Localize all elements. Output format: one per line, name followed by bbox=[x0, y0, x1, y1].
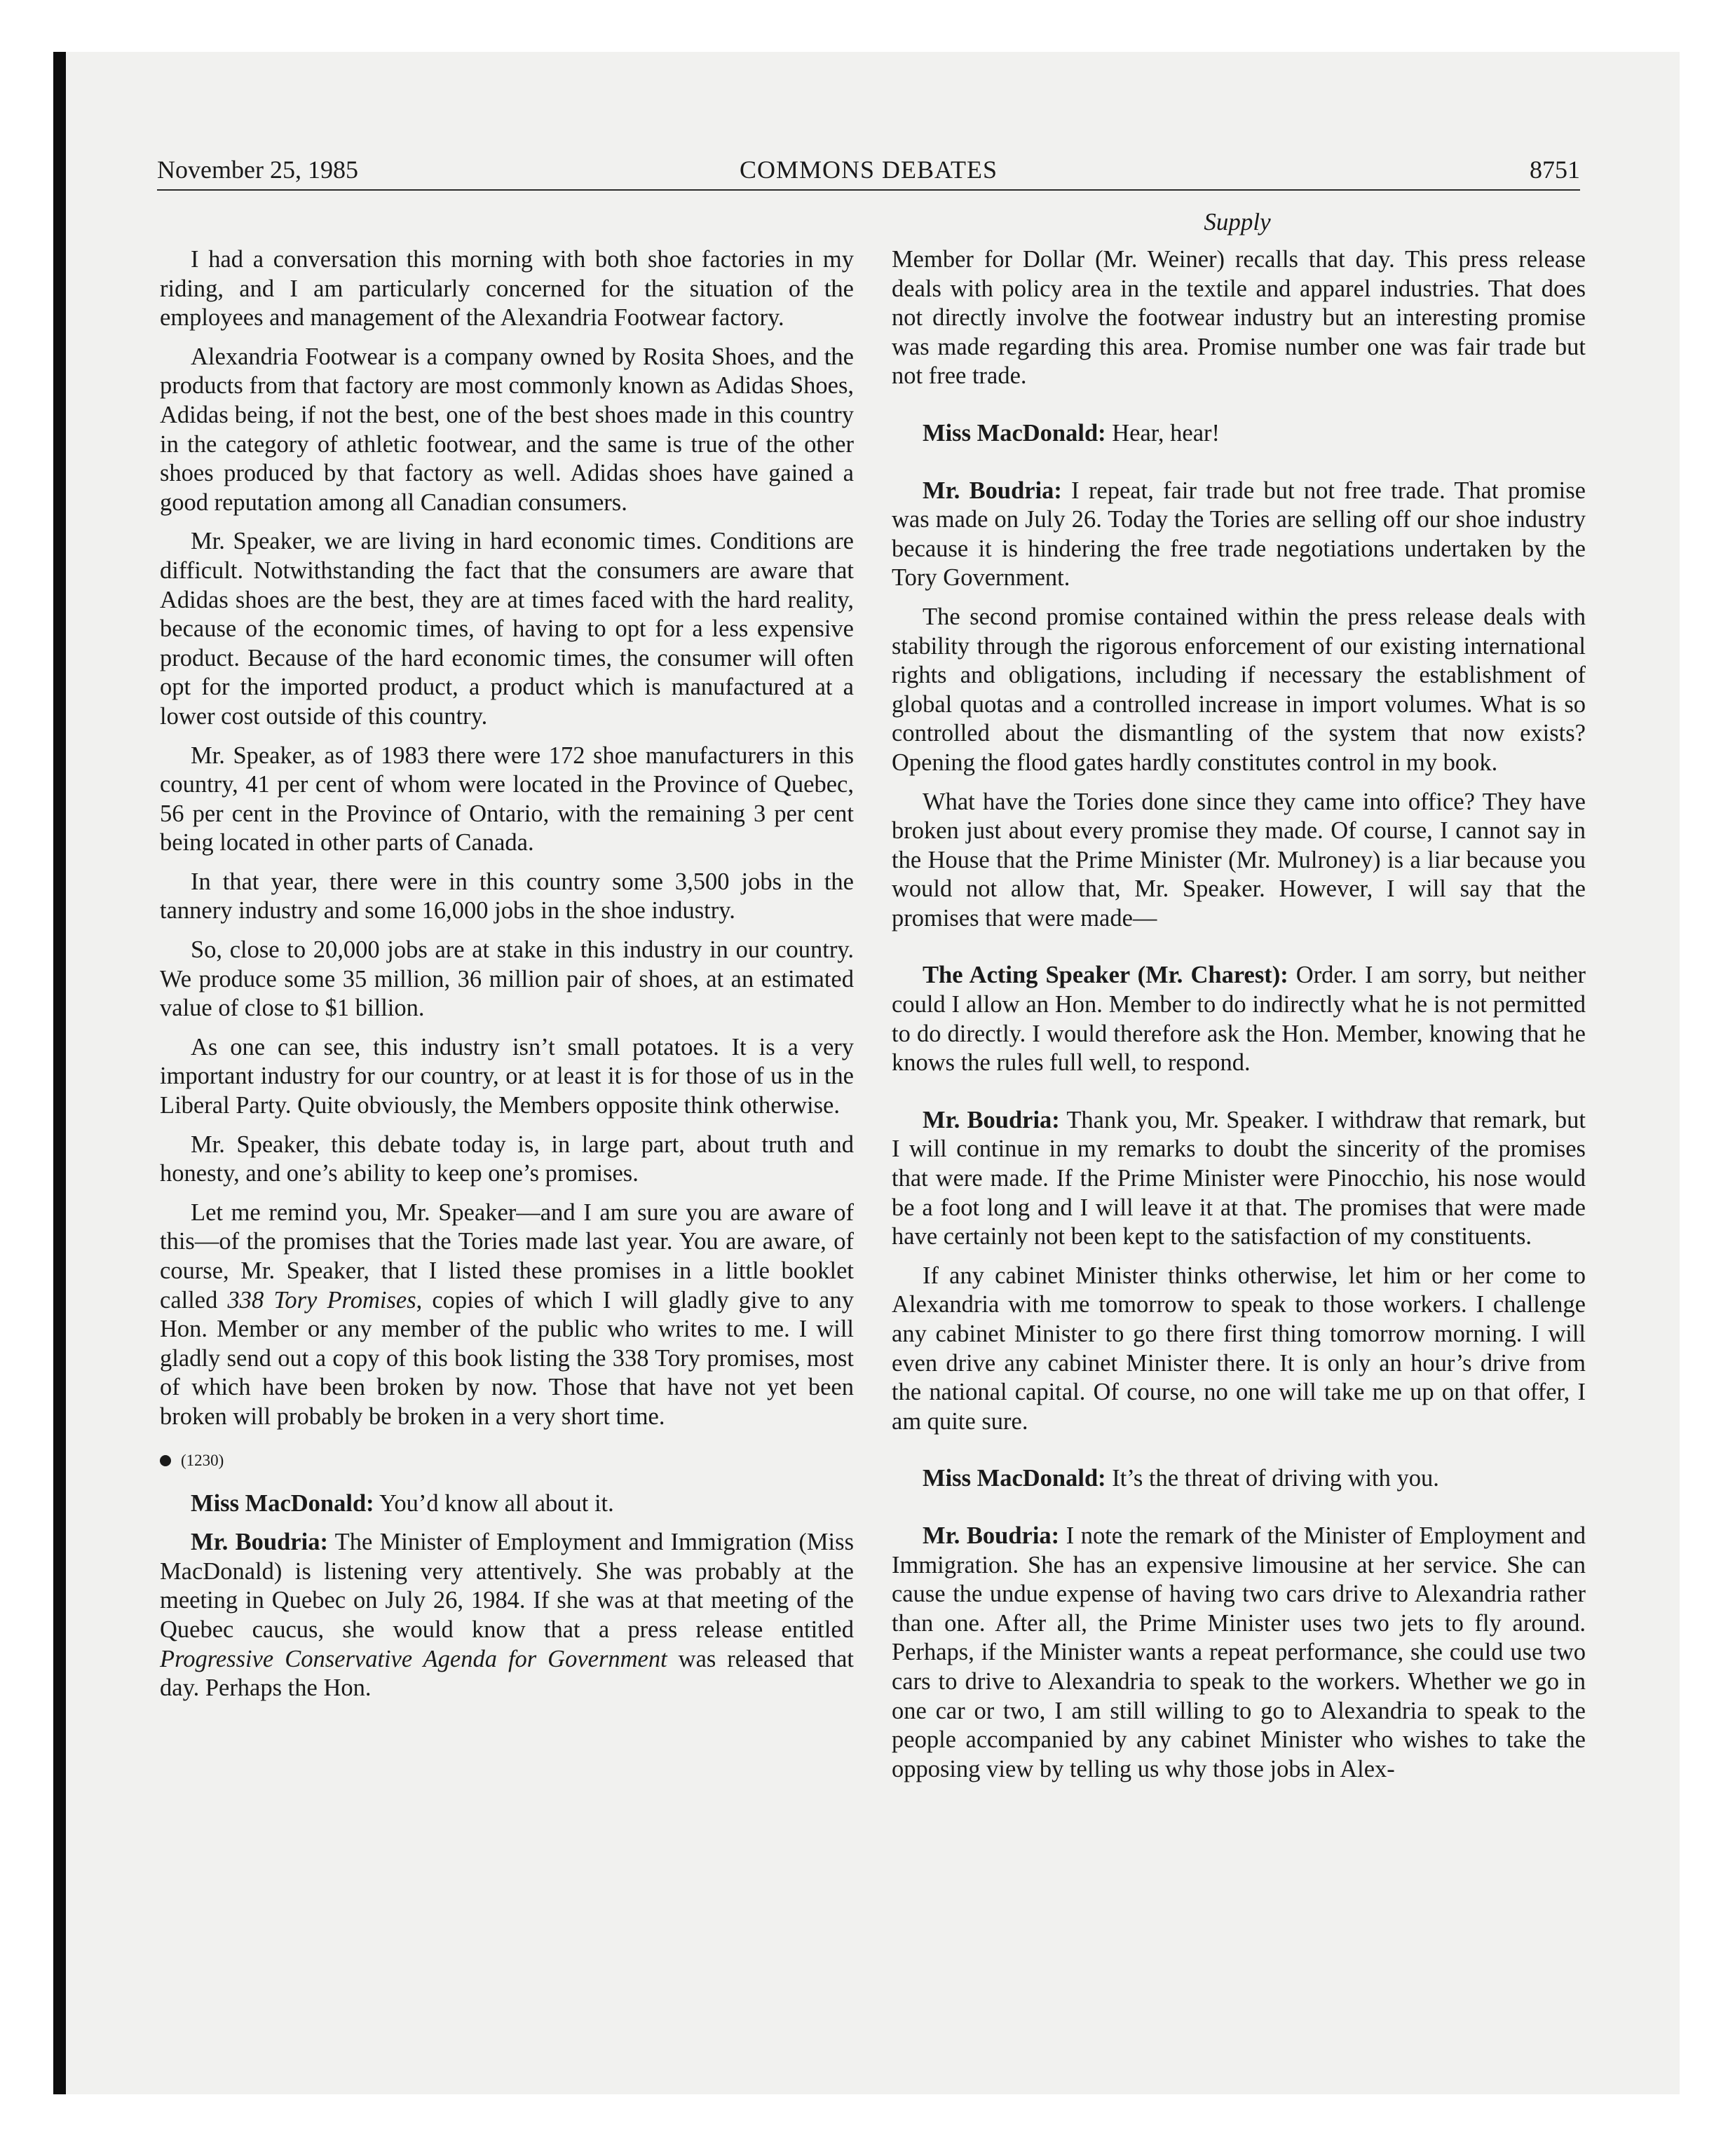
speaker-name: Mr. Boudria: bbox=[191, 1529, 328, 1556]
speaker-name: Miss MacDonald: bbox=[191, 1489, 374, 1517]
page-header bbox=[157, 153, 1580, 191]
section-heading: Supply bbox=[1204, 208, 1271, 236]
paragraph: If any cabinet Minister thinks otherwise, let him or her come to Alexandria with me tomorrow to speak to those workers. I challenge any cabinet Minister to go there first thing tomorrow morning. I will even drive any cabinet Minister there. It is only an hour’s drive from the national capital. Of course, no one will take me up on that offer, I am quite sure. bbox=[892, 1262, 1586, 1435]
speech-text: I note the remark of the Minister of Employment and Immigration. She has an expensive limousine at her service. She can cause the undue expense of having two cars drive to Alexandria rather than one. After all, the Prime Minister uses two jets to fly around. Perhaps, if the Minister wants a repeat performance, she could use two cars to drive to Alexandria to speak to the workers. Whether we go in one car or two, I am still willing to go to Alexandria to speak to the people accompanied by any cabinet Minister who wishes to take the opposing view by telling us why those jobs in Alex- bbox=[892, 1522, 1586, 1782]
speech bbox=[892, 419, 1586, 449]
paragraph: What have the Tories done since they came into office? They have broken just about every promise they made. Of course, I cannot say in the House that the Prime Minister (Mr. Mulroney) is a liar because you would not allow that, Mr. Speaker. However, I will say that the promises that were made— bbox=[892, 788, 1586, 932]
speaker-name: Mr. Boudria: bbox=[923, 1106, 1060, 1133]
speech bbox=[160, 1489, 854, 1519]
paragraph: In that year, there were in this country some 3,500 jobs in the tannery industry and some 16,000 jobs in the shoe industry. bbox=[160, 868, 854, 925]
paragraph: As one can see, this industry isn’t small potatoes. It is a very important industry for our country, or at least it is for those of us in the Liberal Party. Quite obviously, the Members opposite think otherwise. bbox=[160, 1033, 854, 1119]
speech-text: Thank you, Mr. Speaker. I withdraw that remark, but I will continue in my remarks to doubt the sincerity of the promises that were made. If the Prime Minister were Pinocchio, his nose would be a foot long and I will leave it at that. The promises that were made have certainly not been kept to the satisfaction of my constituents. bbox=[892, 1106, 1586, 1250]
header-date: November 25, 1985 bbox=[157, 156, 358, 184]
header-page-number: 8751 bbox=[1530, 156, 1580, 184]
speech-text: It’s the threat of driving with you. bbox=[1105, 1465, 1439, 1492]
speech-text: You’d know all about it. bbox=[374, 1489, 614, 1517]
speech-text: Order. I am sorry, but neither could I allow an Hon. Member to do indirectly what he is not permitted to do directly. I would therefore ask the Hon. Member, knowing that he knows the rules full well, to respond. bbox=[892, 962, 1586, 1077]
speech bbox=[160, 1528, 854, 1703]
bullet-icon bbox=[160, 1455, 171, 1466]
paragraph: Mr. Speaker, as of 1983 there were 172 shoe manufacturers in this country, 41 per cent of whom were located in the Province of Quebec, 56 per cent in the Province of Ontario, with the remaining 3 per cent being located in other parts of Canada. bbox=[160, 742, 854, 857]
paragraph: Mr. Speaker, we are living in hard economic times. Conditions are difficult. Notwithstanding the fact that the consumers are aware that Adidas shoes are the best, they are at times faced with the hard reality, because of the economic times, of having to opt for a less expensive product. Because of the hard economic times, the consumer will often opt for the imported product, a product which is manufactured at a lower cost outside of this country. bbox=[160, 528, 854, 730]
paragraph: So, close to 20,000 jobs are at stake in this industry in our country. We produce some 35 million, 36 million pair of shoes, at an estimated value of close to $1 billion. bbox=[160, 936, 854, 1022]
paragraph: I had a conversation this morning with both shoe factories in my riding, and I am particularly concerned for the situation of the employees and management of the Alexandria Footwear factory. bbox=[160, 246, 854, 332]
paragraph: Alexandria Footwear is a company owned by Rosita Shoes, and the products from that factory are most commonly known as Adidas Shoes, Adidas being, if not the best, one of the best shoes made in this country in the category of athletic footwear, and the same is true of the other shoes produced by that factory as well. Adidas shoes have gained a good reputation among all Canadian consumers. bbox=[160, 343, 854, 516]
booklet-title: 338 Tory Promises bbox=[227, 1286, 416, 1314]
speaker-name: Miss MacDonald: bbox=[923, 419, 1106, 446]
paragraph: Mr. Speaker, this debate today is, in large part, about truth and honesty, and one’s ability to keep one’s promises. bbox=[160, 1131, 854, 1187]
speech bbox=[892, 1522, 1586, 1784]
paragraph-text: Let me remind you, Mr. Speaker—and I am sure you are aware of this—of the promises that the Tories made last year. You are aware, of course, Mr. Speaker, that I listed these promises in a little booklet called bbox=[160, 1199, 854, 1314]
speech-text: The Minister of Employment and Immigration (Miss MacDonald) is listening very attentively. She was probably at the meeting in Quebec on July 26, 1984. If she was at that meeting of the Quebec caucus, she would know that a press release entitled bbox=[160, 1529, 854, 1643]
right-column bbox=[892, 245, 1586, 1794]
speech bbox=[892, 1464, 1586, 1494]
speaker-name: Mr. Boudria: bbox=[923, 477, 1062, 504]
press-release-title: Progressive Conservative Agenda for Government bbox=[160, 1645, 667, 1672]
time-stamp bbox=[160, 1450, 854, 1471]
paragraph: The second promise contained within the press release deals with stability through the rigorous enforcement of our existing international rights and obligations, including if necessary the establishment of global quotas and a controlled increase in import volumes. What is so controlled about the dismantling of the system that now exists? Opening the flood gates hardly constitutes control in my book. bbox=[892, 603, 1586, 776]
paragraph-text: , copies of which I will gladly give to any Hon. Member or any member of the public who writes to me. I will gladly send out a copy of this book listing the 338 Tory promises, most of which have been broken by now. Those that have not yet been broken will probably be broken in a very short time. bbox=[160, 1286, 854, 1430]
speech bbox=[892, 961, 1586, 1077]
speaker-name: Mr. Boudria: bbox=[923, 1522, 1060, 1549]
paragraph bbox=[160, 1199, 854, 1432]
header-title: COMMONS DEBATES bbox=[739, 156, 998, 184]
speech-text: I repeat, fair trade but not free trade. That promise was made on July 26. Today the Tories are selling off our shoe industry because it is hindering the free trade negotiations undertaken by the Tory Government. bbox=[892, 477, 1586, 592]
time-code: (1230) bbox=[181, 1451, 224, 1469]
speech-text: was released that day. Perhaps the Hon. bbox=[160, 1645, 854, 1702]
speech-text: Hear, hear! bbox=[1105, 419, 1220, 446]
paragraph: Member for Dollar (Mr. Weiner) recalls that day. This press release deals with policy area in the textile and apparel industries. That does not directly involve the footwear industry but an interesting promise was made regarding this area. Promise number one was fair trade but not free trade. bbox=[892, 246, 1586, 390]
left-column bbox=[160, 245, 854, 1713]
speech bbox=[892, 477, 1586, 593]
speech bbox=[892, 1106, 1586, 1252]
speaker-name: Miss MacDonald: bbox=[923, 1465, 1106, 1492]
speaker-name: The Acting Speaker (Mr. Charest): bbox=[923, 962, 1288, 989]
